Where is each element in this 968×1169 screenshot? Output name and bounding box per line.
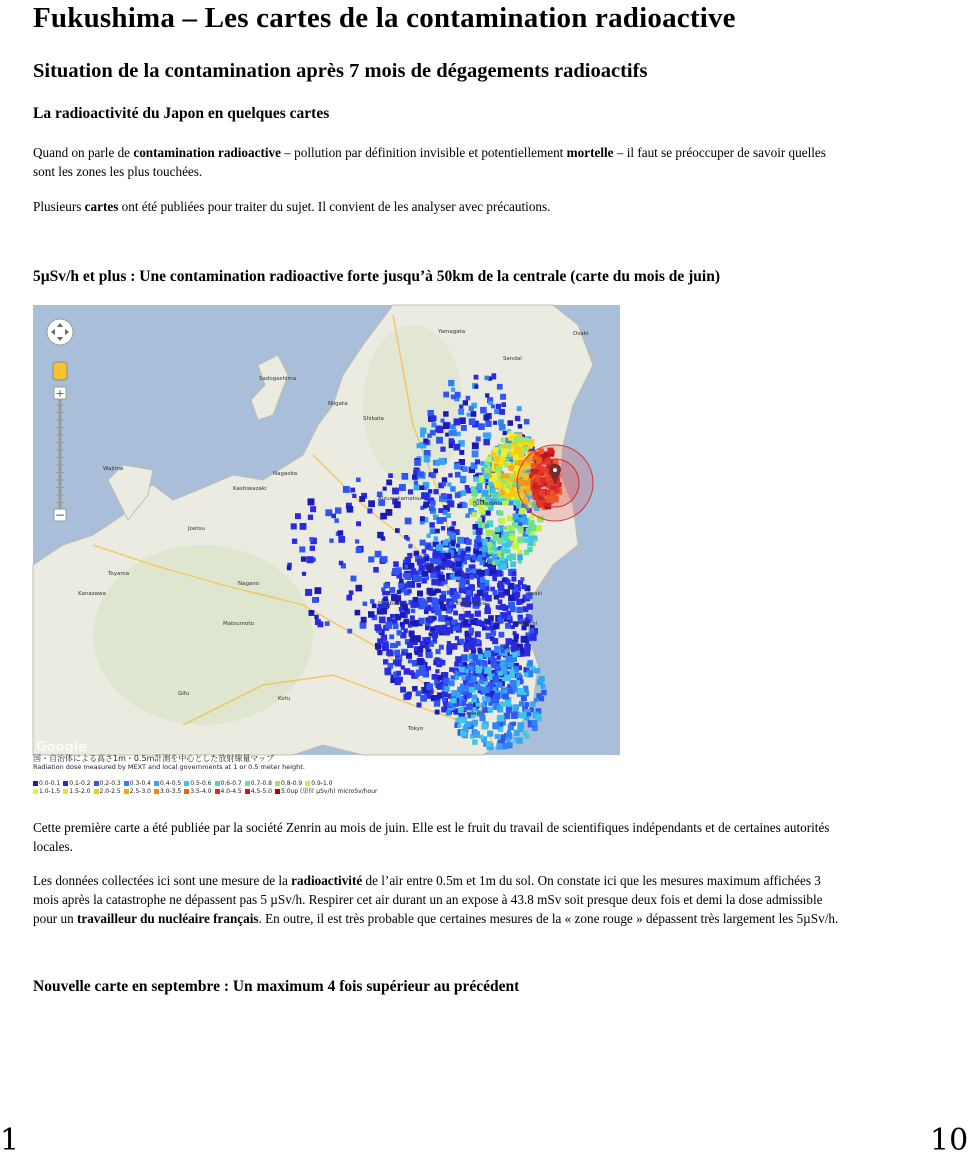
- pegman-icon: [53, 362, 67, 380]
- place-label: Joetsu: [188, 526, 205, 532]
- place-label: Toyama: [108, 571, 130, 577]
- bold-mortelle: mortelle: [566, 145, 614, 160]
- legend-item: 0.9-1.0: [305, 780, 332, 787]
- legend-swatch: [245, 789, 250, 794]
- legend-swatch: [184, 781, 189, 786]
- legend-swatch: [63, 789, 68, 794]
- legend-swatch: [33, 789, 38, 794]
- place-label: Gifu: [178, 691, 190, 697]
- place-label: Shibata: [363, 416, 384, 422]
- legend-swatch: [154, 781, 159, 786]
- place-label: Tsukuba: [463, 711, 486, 717]
- legend-swatch: [124, 781, 129, 786]
- legend-swatch: [94, 789, 99, 794]
- place-label: Nagano: [238, 581, 260, 587]
- place-label: Osaki: [573, 331, 589, 337]
- legend-item: 0.4-0.5: [154, 780, 181, 787]
- place-label: Aizuwakamatsu: [378, 496, 422, 502]
- place-label: Maebashi: [378, 601, 405, 607]
- place-label: Matsumoto: [223, 621, 254, 627]
- legend-item: 0.5-0.6: [184, 780, 211, 787]
- place-label: Kofu: [278, 696, 291, 702]
- place-label: Sendai: [503, 356, 522, 362]
- map-legend-row-2: [33, 788, 381, 795]
- legend-item: 0.8-0.9: [275, 780, 302, 787]
- place-label: Hitachi: [518, 621, 538, 627]
- radiation-map-image: [33, 305, 620, 755]
- place-label: Mito: [503, 646, 515, 652]
- legend-swatch: [275, 789, 280, 794]
- intro-paragraph-2: Plusieurs cartes ont été publiées pour traiter du sujet. Il convient de les analyser avec précautions.: [33, 199, 551, 214]
- legend-swatch: [154, 789, 159, 794]
- legend-swatch: [184, 789, 189, 794]
- after-paragraph-2: Les données collectées ici sont une mesure de la radioactivité de l’air entre 0.5m et 1m du sol. On constate ici que les mesures maximum affichées 3: [33, 873, 821, 888]
- article-title: Fukushima – Les cartes de la contamination radioactive: [33, 2, 736, 34]
- legend-item: 0.0-0.1: [33, 780, 60, 787]
- section-title-september-map: Nouvelle carte en septembre : Un maximum 4 fois supérieur au précédent: [33, 978, 520, 995]
- intro-paragraph-1: Quand on parle de contamination radioactive – pollution par définition invisible et potentiellement mortelle – il faut se préoccuper de savoir quelles: [33, 145, 826, 160]
- after-paragraph-1-line-2: locales.: [33, 839, 73, 854]
- place-label: Nagaoka: [273, 471, 298, 477]
- legend-item: 2.5-3.0: [124, 788, 151, 795]
- place-label: Niigata: [328, 401, 348, 407]
- legend-item: 5.0up (単位 µSv/h) microSv/hour: [275, 788, 378, 795]
- bold-travailleur: travailleur du nucléaire français: [76, 911, 259, 926]
- legend-swatch: [63, 781, 68, 786]
- legend-item: 1.0-1.5: [33, 788, 60, 795]
- place-label: Kanazawa: [78, 591, 106, 597]
- place-label: Koriyama: [428, 566, 454, 572]
- legend-swatch: [94, 781, 99, 786]
- intro-paragraph-1-line-2: sont les zones les plus touchées.: [33, 164, 203, 179]
- place-label: Tokyo: [408, 726, 424, 732]
- legend-item: 4.0-4.5: [215, 788, 242, 795]
- bold-contamination: contamination radioactive: [133, 145, 281, 160]
- legend-item: 3.5-4.0: [184, 788, 211, 795]
- place-label: Fukushima: [473, 501, 503, 507]
- after-paragraph-2-line-2: mois après la catastrophe ne dépassent pas 5 µSv/h. Respirer cet air durant un an expose à 43.8 mSv soit presque deux fois et demi la dose admissible: [33, 892, 823, 907]
- map-legend-title: 国・自治体による高さ1m・0.5m計測を中心とした放射線量マップ: [33, 754, 275, 763]
- legend-item: 3.0-3.5: [154, 788, 181, 795]
- legend-swatch: [215, 789, 220, 794]
- after-paragraph-1: Cette première carte a été publiée par la société Zenrin au mois de juin. Elle est le fruit du travail de scientifiques indépendants et de certaines autorités: [33, 820, 830, 835]
- after-paragraph-2-line-3: pour un travailleur du nucléaire français. En outre, il est très probable que certaines mesures de la « zone rouge » dépassent très largement les 5µSv/h.: [33, 911, 839, 926]
- legend-swatch: [215, 781, 220, 786]
- legend-swatch: [275, 781, 280, 786]
- legend-item: 0.3-0.4: [124, 780, 151, 787]
- legend-item: 0.6-0.7: [215, 780, 242, 787]
- section-title-june-map: 5µSv/h et plus : Une contamination radioactive forte jusqu’à 50km de la centrale (carte du mois de juin): [33, 268, 721, 285]
- place-label: Utsunomiya: [453, 601, 486, 607]
- pan-control-icon: [47, 319, 73, 345]
- page-number-left: 1: [0, 1123, 20, 1158]
- bold-cartes: cartes: [84, 199, 119, 214]
- legend-swatch: [33, 781, 38, 786]
- place-label: Wajima: [103, 466, 124, 472]
- legend-item: 0.2-0.3: [94, 780, 121, 787]
- map-legend-subtitle: Radiation dose measured by MEXT and local governments at 1 or 0.5 meter height.: [33, 763, 305, 771]
- legend-item: 0.7-0.8: [245, 780, 272, 787]
- legend-swatch: [124, 789, 129, 794]
- legend-item: 2.0-2.5: [94, 788, 121, 795]
- place-label: Sadogashima: [259, 376, 297, 382]
- map-legend-row-1: [33, 780, 336, 787]
- place-label: Iwaki: [528, 591, 543, 597]
- google-logo: Google: [36, 740, 88, 755]
- legend-item: 0.1-0.2: [63, 780, 90, 787]
- svg-text:−: −: [54, 508, 66, 522]
- article-subtitle: Situation de la contamination après 7 mois de dégagements radioactifs: [33, 60, 648, 82]
- place-label: Kashiwazaki: [233, 486, 267, 492]
- svg-text:+: +: [55, 387, 65, 400]
- place-label: Yamagata: [438, 329, 466, 335]
- bold-radioactivite: radioactivité: [291, 873, 363, 888]
- legend-swatch: [245, 781, 250, 786]
- legend-swatch: [305, 781, 310, 786]
- legend-item: 1.5-2.0: [63, 788, 90, 795]
- legend-item: 4.5-5.0: [245, 788, 272, 795]
- section-title-maps: La radioactivité du Japon en quelques cartes: [33, 105, 330, 122]
- page-number-right: 10: [930, 1123, 968, 1158]
